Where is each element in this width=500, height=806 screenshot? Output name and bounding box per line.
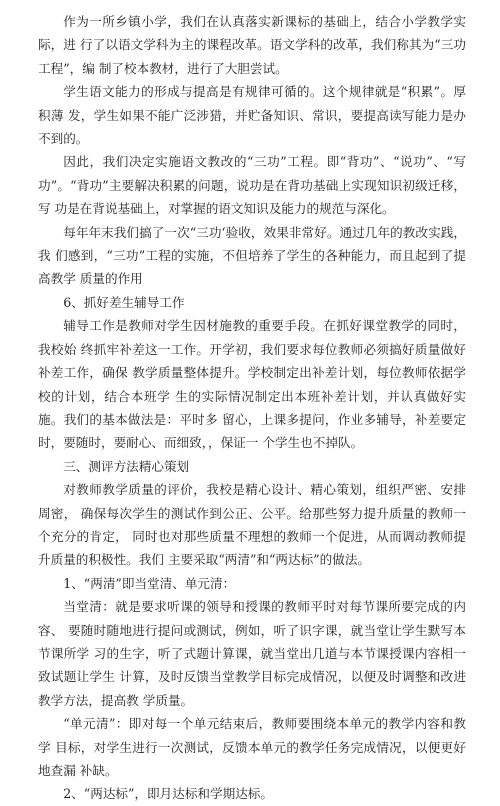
heading-assessment: 三、测评方法精心策划 <box>63 458 190 474</box>
document-page <box>38 10 466 806</box>
paragraph-accumulation: 学生语文能力的形成与提高是有规律可循的。这个规律就是“积累”。厚积薄 发，学生如果不能广泛涉猎，并贮备知识、常识，要提高读写能力是办不到的。 <box>38 84 466 147</box>
paragraph-annual-check: 每年年末我们搞了一次“三功‘验收，效果非常好。通过几年的教改实践，我 们感到，“三功”工程的实施，不但培养了学生的各种能力，而且起到了提高教学 质量的作用 <box>38 224 466 287</box>
heading-two-standards: 2、“两达标”，即月达标和学期达标。 <box>63 786 273 802</box>
heading-tutoring: 6、抓好差生辅导工作 <box>63 294 185 310</box>
paragraph-three-skills: 因此，我们决定实施语文教改的“三功”工程。即“背功”、“说功”、“写 功”。“背功”主要解决积累的问题，说功是在背功基础上实现知识初级迁移，写 功是在背说基础上，对掌握的语文知识及能力的规范与深化。 <box>38 154 466 217</box>
heading-two-clears: 1、“两清”即当堂清、单元清： <box>63 575 236 591</box>
paragraph-unit-clear: “单元清”：即对每一个单元结束后，教师要围绕本单元的教学内容和教学 目标，对学生进行一次测试，反馈本单元的教学任务完成情况，以便更好地查漏 补缺。 <box>38 716 466 778</box>
paragraph-assessment: 对教师教学质量的评价，我校是精心设计、精心策划，组织严密、安排周密， 确保每次学生的测试作到公正、公平。给那些努力提升质量的教师一个充分的肯定， 同时也对那些质量不理想的教师一个促进，从而调动教师提升质量的积极性。我们 主要采取“两清”和“两达标”的做法。 <box>38 482 466 568</box>
paragraph-class-clear: 当堂清：就是要求听课的领导和授课的教师平时对每节课所要完成的内容、 要随时随地进行提问或测试，例如，听了识字课，就当堂让学生默写本节课所学 习的生字，听了式题计算课，就当堂出几道与本节课授课内容相一致试题让学生 计算，及时反馈当堂教学目标完成情况，以便及时调整和改进教学方法，提高教 学质量。 <box>38 599 466 708</box>
paragraph-tutoring: 辅导工作是教师对学生因材施教的重要手段。在抓好课堂教学的同时，我校始 终抓牢补差这一工作。开学初，我们要求每位教师必须搞好质量做好补差工作，确保 教学质量整体提升。学校制定出补差计划，每位教师依据学校的计划，结合本班学 生的实际情况制定出本班补差计划，并认真做好实施。我们的基本做法是：平时多 留心，上课多提问，作业多辅导，补差要定时，要随时，要耐心、而细致，，保证一 个学生也不掉队。 <box>38 318 466 451</box>
paragraph-curriculum-reform: 作为一所乡镇小学，我们在认真落实新课标的基础上，结合小学教学实际，进 行了以语文学科为主的课程改革。语文学科的改革，我们称其为“三功工程”，编 制了校本教材，进行了大胆尝试。 <box>38 14 466 76</box>
